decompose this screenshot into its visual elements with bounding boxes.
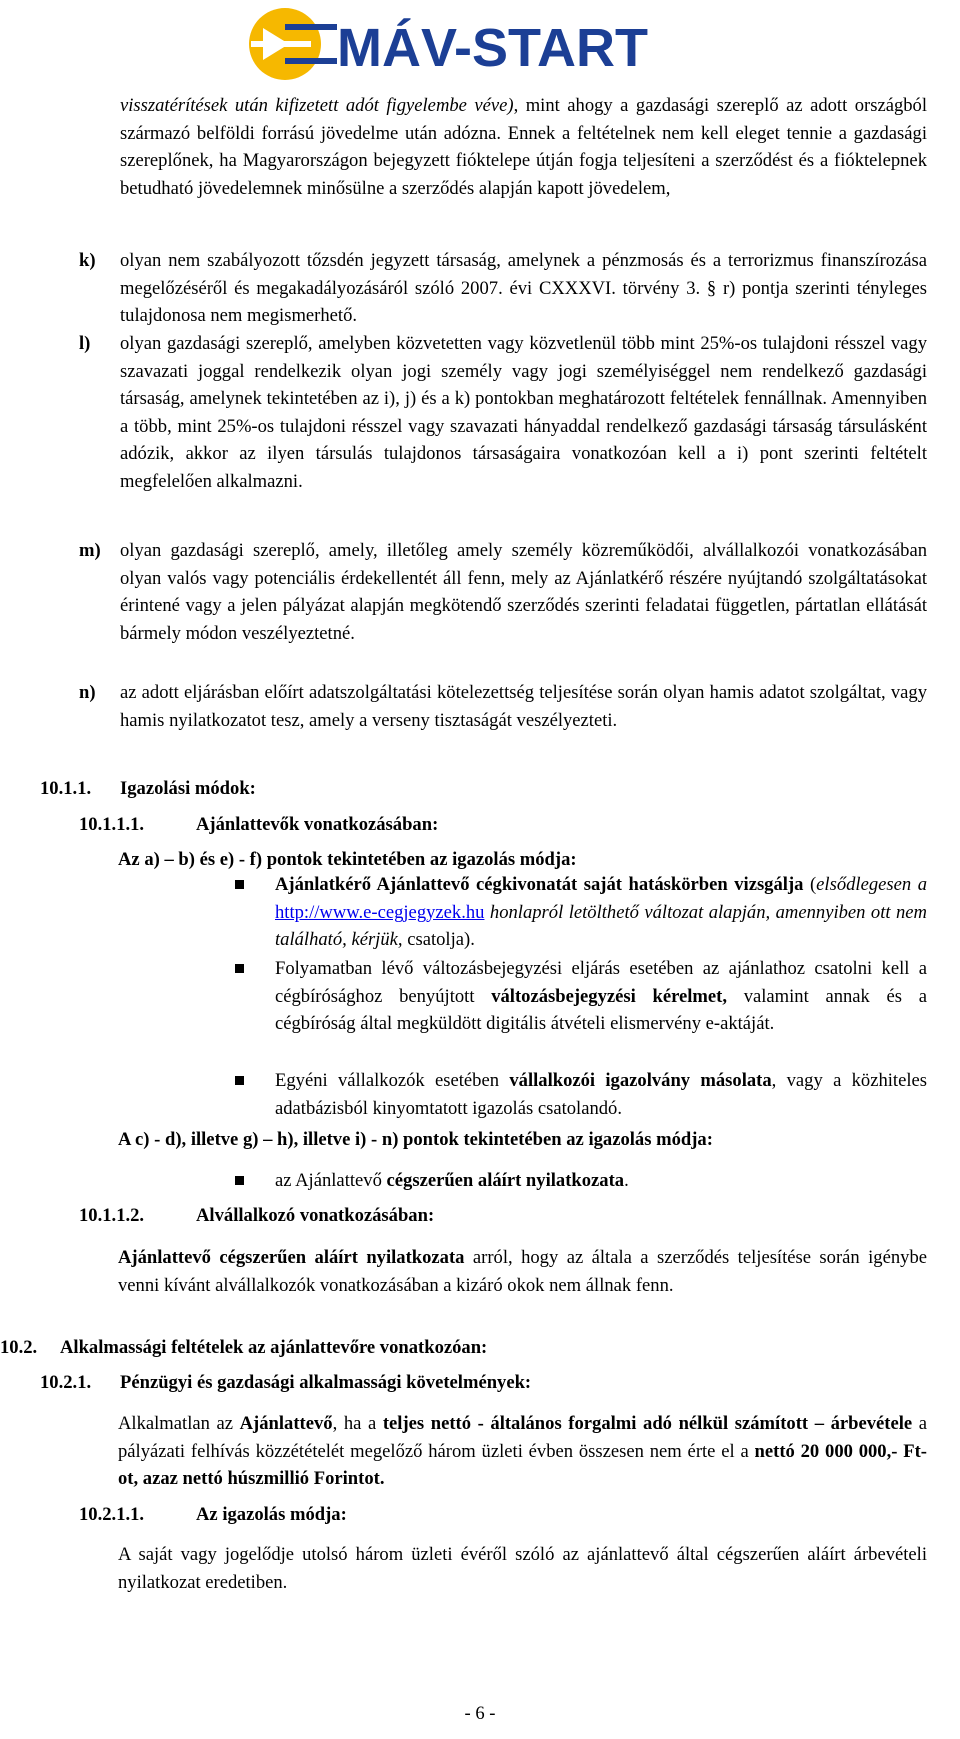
item-n-label: n) <box>79 682 96 703</box>
section-10-1-1-2-number: 10.1.1.2. <box>79 1205 145 1226</box>
bullet-4-text <box>275 1167 927 1195</box>
bullet-square-icon <box>235 880 244 889</box>
bullet-2-bold: változásbejegyzési kérelmet, <box>491 985 727 1007</box>
section-10-2-number: 10.2. <box>0 1337 38 1358</box>
section-10-1-1-1-title: Ajánlattevők vonatkozásában: <box>196 814 439 835</box>
bullet-1-bold: Ajánlatkérő Ajánlattevő cégkivonatát saját hatáskörben vizsgálja <box>275 874 804 895</box>
subcontractor-paragraph <box>118 1244 927 1299</box>
page-number: - 6 - <box>464 1703 496 1724</box>
item-l-label: l) <box>79 333 91 354</box>
item-m-label: m) <box>79 540 101 561</box>
bullet-3-text-1: Egyéni vállalkozók esetében <box>275 1070 500 1091</box>
bullet-4-text-1: az Ajánlattevő <box>275 1170 382 1191</box>
logo-graphic <box>245 4 685 88</box>
intro-paragraph <box>120 92 927 202</box>
item-k-label: k) <box>79 250 96 271</box>
section-10-2-1-title: Pénzügyi és gazdasági alkalmassági követelmények: <box>120 1372 532 1393</box>
logo-text: MÁV-START <box>337 18 648 78</box>
section-10-1-1-number: 10.1.1. <box>40 778 92 799</box>
financial-requirement-paragraph <box>118 1410 927 1493</box>
bullet-2-text-1: Folyamatban lévő változásbejegyzési eljárás esetében az ajánlathoz csatolni kell a cégbírósághoz benyújtott <box>275 958 927 1007</box>
subcontractor-bold: Ajánlattevő cégszerűen aláírt nyilatkozata <box>118 1247 465 1268</box>
proof-method-heading-2: A c) - d), illetve g) – h), illetve i) - n) pontok tekintetében az igazolás módja: <box>118 1129 713 1150</box>
section-10-2-1-1-number: 10.2.1.1. <box>79 1504 145 1525</box>
bullet-1-italic-2: honlapról letölthető változat alapján, amennyiben ott nem található, kérjük, <box>275 901 927 950</box>
bullet-3-text <box>275 1067 927 1122</box>
mav-start-logo <box>245 4 685 88</box>
cegjegyzek-link[interactable]: http://www.e-cegjegyzek.hu <box>275 901 485 923</box>
logo-stripe-blue-bottom <box>285 58 337 64</box>
bullet-square-icon <box>235 1076 244 1085</box>
intro-text: , mint ahogy a gazdasági szereplő az adott országból származó belföldi forrású jövedelme után adózna. Ennek a feltételnek nem kell eleget tennie a gazdasági szereplőnek, ha Magyarországon bejegyzett fióktelepe útján fogja teljesíteni a szerződést és a fióktelepnek betudható jövedelemnek minősülne a szerződés alapján kapott jövedelem, <box>120 95 928 199</box>
item-m-text: olyan gazdasági szereplő, amely, illetőleg amely személy közreműködői, alvállalkozói vonatkozásában olyan valós vagy potenciális érdekellentét áll fenn, mely az Ajánlatkérő részére nyújtandó szolgáltatásokat érintené vagy a jelen pályázat alapján megkötendő szerződés szerinti feladatai független, pártatlan ellátását bármely módon veszélyeztetné. <box>120 540 927 644</box>
bullet-1-italic-1: elsődlegesen a <box>816 874 927 895</box>
section-10-2-title: Alkalmassági feltételek az ajánlattevőre vonatkozóan: <box>60 1337 488 1358</box>
financial-text-2: , ha a <box>332 1413 377 1434</box>
section-10-1-1-title: Igazolási módok: <box>120 778 256 799</box>
item-k-text: olyan nem szabályozott tőzsdén jegyzett társaság, amelynek a pénzmosás és a terrorizmus finanszírozása megelőzéséről és megakadályozásáról szóló 2007. évi CXXXVI. törvény 3. § r) pontja szerinti tényleges tulajdonosa nem megismerhető. <box>120 250 927 326</box>
financial-text-3: a pályázati felhívás közzétételét megelőző három üzleti évben összesen nem érte el a <box>118 1413 928 1462</box>
section-10-1-1-2-title: Alvállalkozó vonatkozásában: <box>196 1205 435 1226</box>
bullet-square-icon <box>235 1176 244 1185</box>
bullet-4-text-2: . <box>624 1170 629 1191</box>
intro-italic: visszatérítések után kifizetett adót figyelembe véve) <box>120 95 514 116</box>
item-l-text: olyan gazdasági szereplő, amelyben közvetetten vagy közvetlenül több mint 25%-os tulajdoni résszel vagy szavazati joggal rendelkezik olyan jogi személy vagy jogi személyiséggel nem rendelkező gazdasági társaság, amelynek tekintetében az i), j) és a k) pontokban meghatározott feltételek fennállnak. Amennyiben a több, mint 25%-os tulajdoni résszel vagy szavazati hányaddal rendelkező gazdasági társaság társulásként adózik, akkor az ilyen társulás tulajdonos társaságaira vonatkozóan kell a i) pont szerinti feltételt megfelelően alkalmazni. <box>120 333 927 492</box>
logo-stripe <box>251 41 311 47</box>
section-10-1-1-1-number: 10.1.1.1. <box>79 814 145 835</box>
proof-method-heading-1: Az a) – b) és e) - f) pontok tekintetében az igazolás módja: <box>118 849 577 870</box>
bullet-1-text <box>275 871 927 954</box>
bullet-1-paren: ( <box>809 874 817 895</box>
bullet-4-bold: cégszerűen aláírt nyilatkozata <box>386 1170 625 1191</box>
item-n-text: az adott eljárásban előírt adatszolgáltatási kötelezettség teljesítése során olyan hamis adatot szolgáltat, vagy hamis nyilatkozatot tesz, amely a verseny tisztaságát veszélyezteti. <box>120 682 927 731</box>
bullet-1-tail: csatolja). <box>407 929 475 950</box>
bullet-3-text-2: , vagy a közhiteles adatbázisból kinyomtatott igazolás csatolandó. <box>275 1070 928 1119</box>
bullet-square-icon <box>235 964 244 973</box>
financial-bold-1: Ajánlattevő <box>239 1413 333 1434</box>
financial-bold-3: nettó 20 000 000,- Ft-ot, azaz nettó húszmillió Forintot. <box>118 1440 927 1489</box>
financial-text-1: Alkalmatlan az <box>118 1413 234 1434</box>
bullet-2-text-2: valamint annak és a cégbíróság által megküldött digitális átvételi elismervény e-aktáját. <box>275 985 928 1034</box>
section-10-2-1-1-title: Az igazolás módja: <box>196 1504 347 1525</box>
financial-bold-2: teljes nettó - általános forgalmi adó nélkül számított – árbevétele <box>382 1413 913 1434</box>
bullet-2-text <box>275 955 927 1038</box>
bullet-3-bold: vállalkozói igazolvány másolata <box>509 1070 772 1091</box>
logo-stripe-blue-top <box>285 24 337 30</box>
proof-method-paragraph: A saját vagy jogelődje utolsó három üzleti évéről szóló az ajánlattevő által cégszerűen aláírt árbevételi nyilatkozat eredetiben. <box>118 1544 927 1593</box>
section-10-2-1-number: 10.2.1. <box>40 1372 92 1393</box>
subcontractor-text: arról, hogy az általa a szerződés teljesítése során igénybe venni kívánt alvállalkozók vonatkozásában a kizáró okok nem állnak fenn. <box>118 1247 927 1296</box>
